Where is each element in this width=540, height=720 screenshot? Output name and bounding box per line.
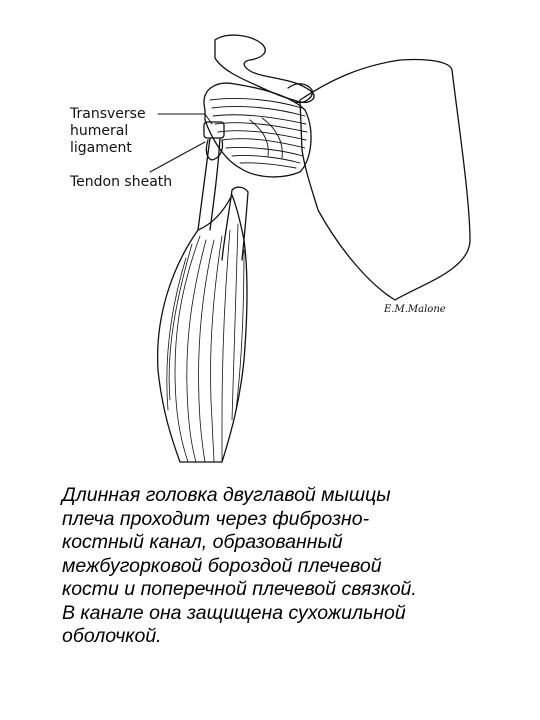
- caption-line: оболочкой.: [62, 625, 162, 647]
- artist-signature: E.M.Malone: [384, 304, 446, 315]
- caption-line: В канале она защищена сухожильной: [62, 601, 406, 624]
- acromion-outline: [215, 35, 314, 102]
- caption-line: кости и поперечной плечевой связкой.: [62, 578, 417, 600]
- label-line: ligament: [70, 140, 132, 156]
- label-tendon-sheath: Tendon sheath: [70, 174, 173, 190]
- caption-line: Длинная головка двуглавой мышцы: [62, 484, 391, 506]
- caption-line: костный канал, образованный: [62, 531, 343, 553]
- label-transverse-humeral-ligament: [70, 106, 146, 157]
- short-head-tendon: [222, 187, 248, 260]
- leader-transverse-ligament: [158, 114, 212, 124]
- biceps-belly-outline: [158, 195, 247, 462]
- label-line: Transverse: [70, 106, 146, 122]
- caption-line: межбугорковой бороздой плечевой: [62, 554, 382, 577]
- caption-line: плеча проходит через фиброзно-: [62, 507, 370, 530]
- label-line: humeral: [70, 123, 129, 139]
- scapula-outline: [300, 59, 470, 300]
- caption-text: [62, 484, 502, 649]
- long-head-tendon: [198, 138, 220, 230]
- leader-tendon-sheath: [150, 142, 205, 172]
